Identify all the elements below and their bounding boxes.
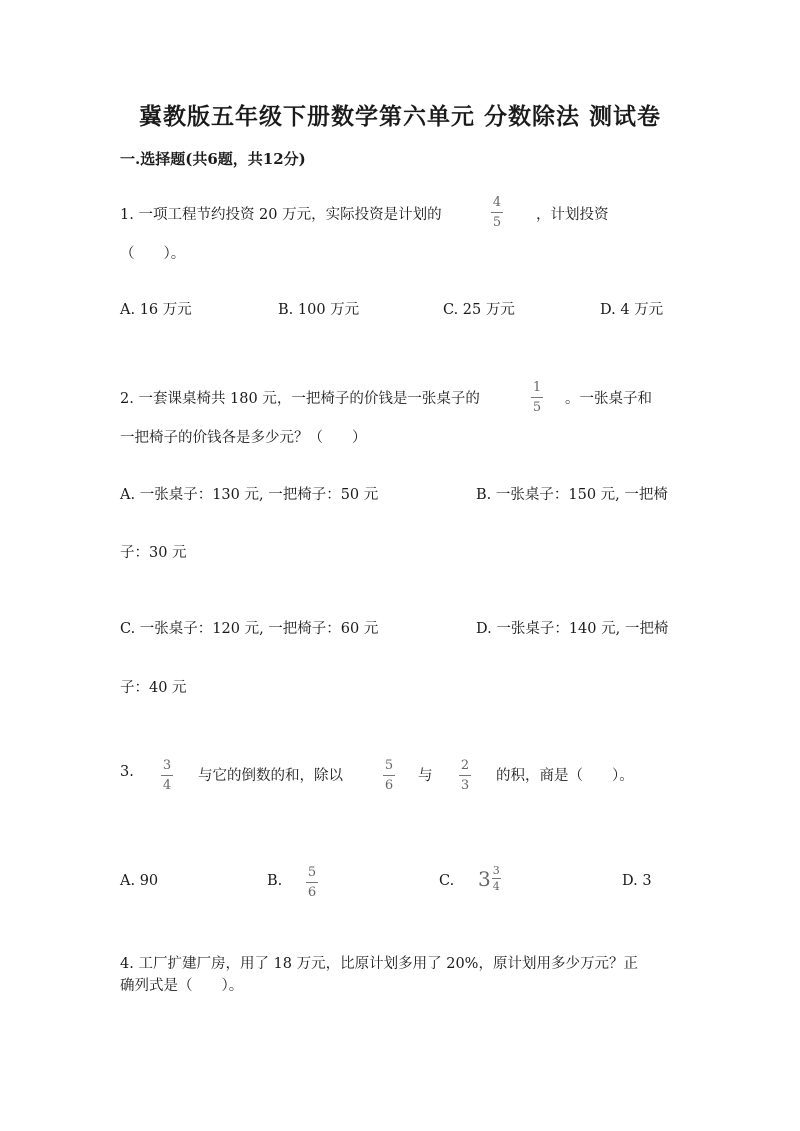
- fraction-bar: [383, 775, 395, 776]
- question-1-text-cont: ，计划投资: [536, 207, 609, 223]
- question-number: 2.: [120, 391, 134, 407]
- question-number: 3.: [120, 764, 134, 780]
- question-text: 工厂扩建厂房，用了 18 万元，比原计划多用了 20%，原计划用多少万元？正: [138, 956, 638, 972]
- question-text: 与: [418, 768, 433, 784]
- question-4-line1: [120, 952, 638, 973]
- fraction-numerator: 4: [492, 195, 502, 210]
- question-2-option-d[interactable]: D. 一张桌子：140 元, 一把椅: [476, 621, 669, 637]
- fraction-numerator: 5: [307, 865, 317, 880]
- question-1-line1: [120, 203, 442, 224]
- question-3-option-d[interactable]: D. 3: [622, 873, 652, 889]
- question-2-option-a[interactable]: A. 一张桌子：130 元, 一把椅子：50 元: [120, 487, 379, 503]
- question-1-option-d[interactable]: D. 4 万元: [600, 302, 664, 318]
- fraction-numerator: 2: [460, 758, 470, 773]
- fraction-4-5: [491, 196, 503, 229]
- fraction-numerator: 5: [384, 758, 394, 773]
- fraction-bar: [306, 882, 318, 883]
- question-1-option-a[interactable]: A. 16 万元: [120, 302, 192, 318]
- page-title: 冀教版五年级下册数学第六单元 分数除法 测试卷: [138, 103, 661, 130]
- fraction-numerator: 3: [492, 864, 500, 877]
- fraction-numerator: 3: [162, 758, 172, 773]
- section-heading: 一.选择题(共6题，共12分): [120, 150, 306, 168]
- mixed-whole: 3: [478, 866, 491, 891]
- fraction-numerator: 1: [532, 380, 542, 395]
- question-2-line1: [120, 387, 480, 408]
- fraction-denominator: 6: [307, 885, 317, 900]
- mixed-fraction: [492, 865, 501, 892]
- mixed-number-3-3-4: [478, 865, 501, 892]
- fraction-bar: [491, 212, 503, 213]
- question-1-option-b[interactable]: B. 100 万元: [278, 302, 360, 318]
- fraction-3-4: [161, 759, 173, 792]
- fraction-5-6: [383, 759, 395, 792]
- fraction-5-6: [306, 866, 318, 899]
- question-2-line2: 一把椅子的价钱各是多少元？（ ）: [120, 430, 367, 446]
- fraction-denominator: 4: [492, 880, 500, 893]
- question-1-line2: （ ）。: [120, 246, 186, 262]
- fraction-2-3: [459, 759, 471, 792]
- question-2-option-c[interactable]: C. 一张桌子：120 元, 一把椅子：60 元: [120, 621, 379, 637]
- fraction-denominator: 5: [532, 400, 542, 415]
- fraction-bar: [492, 878, 501, 879]
- question-3-option-b[interactable]: B.: [267, 873, 283, 889]
- question-3-option-a[interactable]: A. 90: [120, 873, 159, 889]
- question-text: 与它的倒数的和，除以: [198, 768, 343, 784]
- question-2-option-b-cont[interactable]: 子：30 元: [120, 545, 187, 561]
- fraction-denominator: 5: [492, 215, 502, 230]
- question-text: 一套课桌椅共 180 元，一把椅子的价钱是一张桌子的: [138, 391, 480, 407]
- question-number: 4.: [120, 956, 134, 972]
- question-2-option-b[interactable]: B. 一张桌子：150 元, 一把椅: [476, 487, 668, 503]
- question-2-option-d-cont[interactable]: 子：40 元: [120, 680, 187, 696]
- question-2-text-cont: 。一张桌子和: [565, 391, 652, 407]
- fraction-bar: [161, 775, 173, 776]
- question-1-option-c[interactable]: C. 25 万元: [443, 302, 515, 318]
- fraction-denominator: 3: [460, 778, 470, 793]
- question-3-option-c[interactable]: C.: [439, 873, 455, 889]
- question-number: 1.: [120, 207, 134, 223]
- fraction-denominator: 4: [162, 778, 172, 793]
- question-text: 的积，商是（ ）。: [496, 768, 634, 784]
- fraction-denominator: 6: [384, 778, 394, 793]
- question-text: 一项工程节约投资 20 万元，实际投资是计划的: [138, 207, 442, 223]
- fraction-1-5: [531, 381, 543, 414]
- fraction-bar: [459, 775, 471, 776]
- fraction-bar: [531, 397, 543, 398]
- question-4-line2: 确列式是（ ）。: [120, 978, 244, 994]
